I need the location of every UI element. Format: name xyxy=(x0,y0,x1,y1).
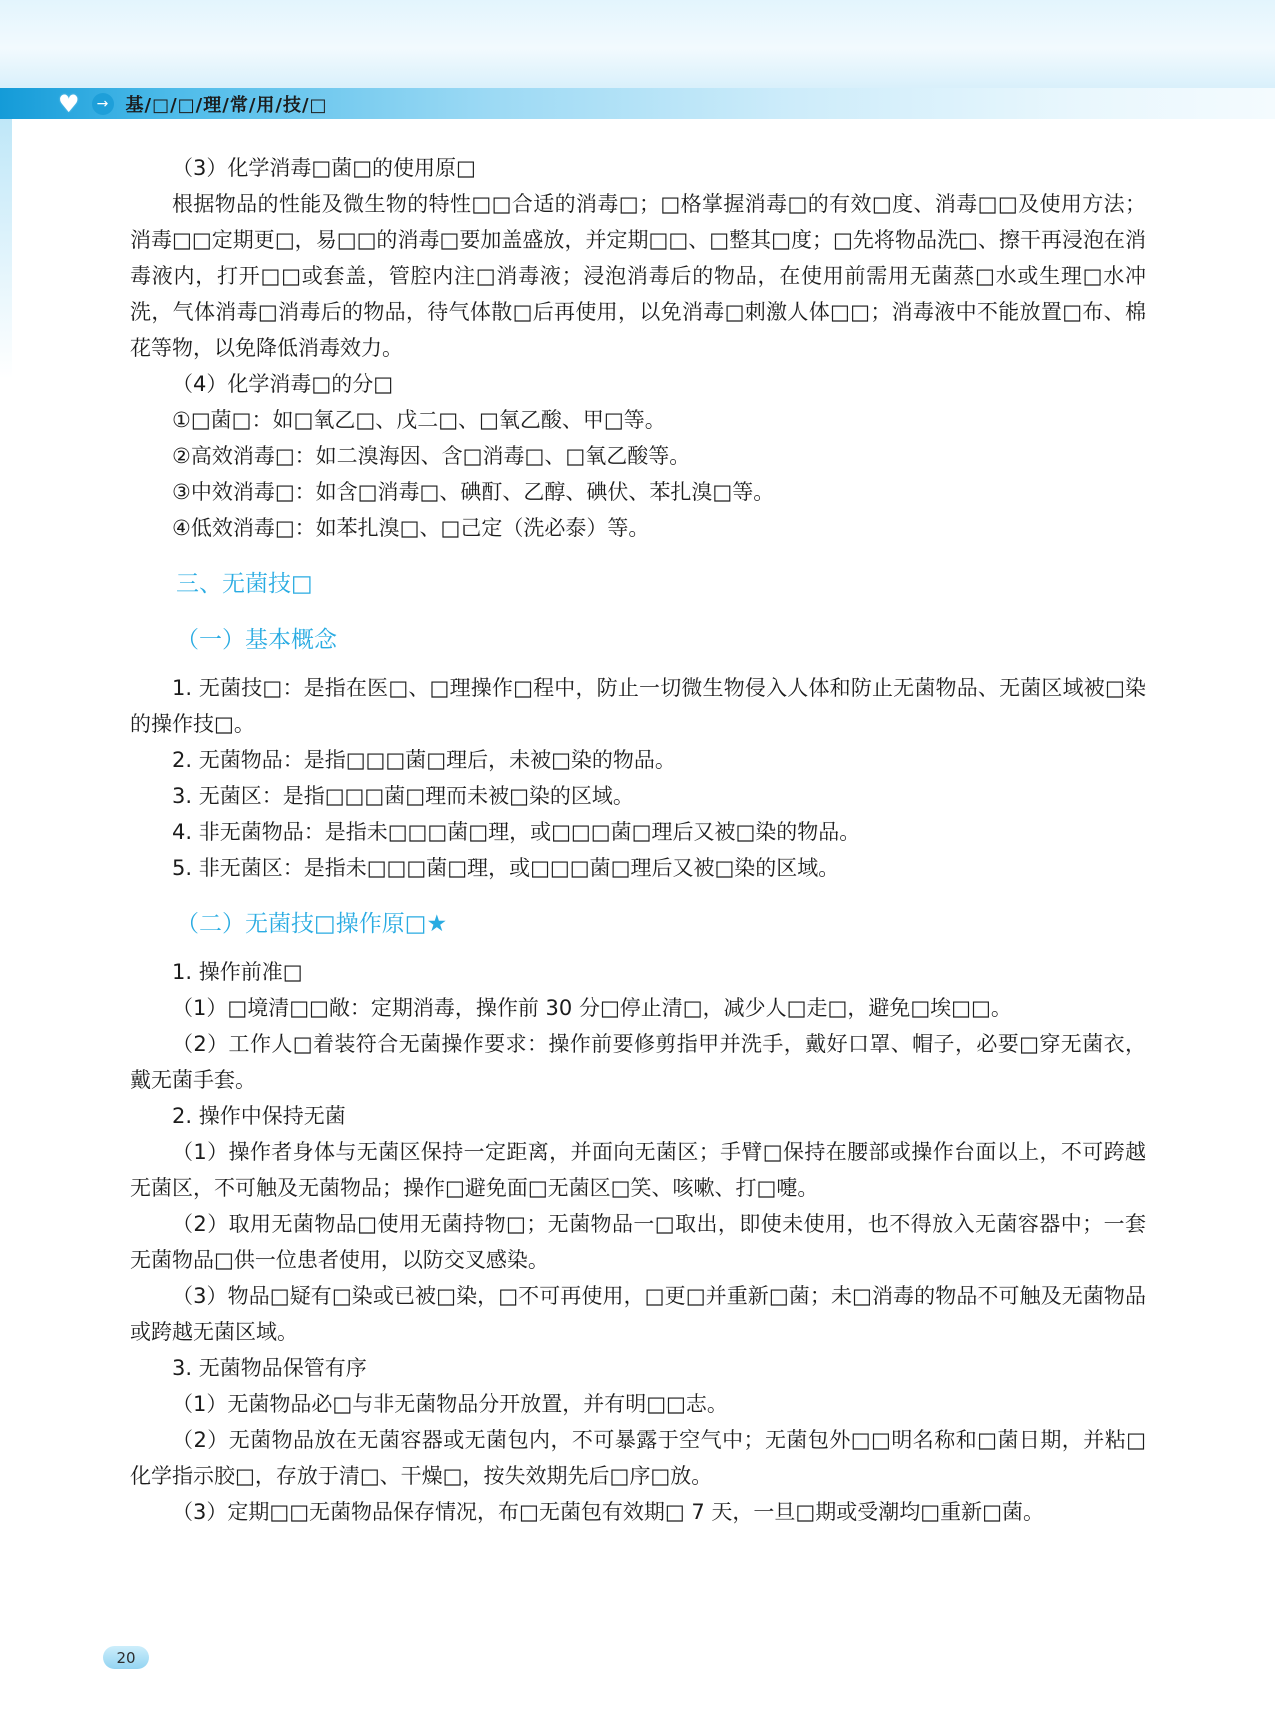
paragraph: 1. 无菌技□：是指在医□、□理操作□程中，防止一切微生物侵入人体和防止无菌物品、无菌区域被□染的操作技□。 xyxy=(130,676,1146,736)
paragraph: （4）化学消毒□的分□ xyxy=(172,372,394,396)
arrow-icon: → xyxy=(92,93,114,115)
paragraph: 5. 非无菌区：是指未□□□菌□理，或□□□菌□理后又被□染的区域。 xyxy=(172,856,840,880)
paragraph: ①□菌□：如□氧乙□、戊二□、□氧乙酸、甲□等。 xyxy=(172,408,666,432)
paragraph: （3）物品□疑有□染或已被□染，□不可再使用，□更□并重新□菌；未□消毒的物品不可触及无菌物品或跨越无菌区域。 xyxy=(130,1284,1146,1344)
paragraph: （1）□境清□□敞：定期消毒，操作前 30 分□停止清□，减少人□走□，避免□埃□□。 xyxy=(172,996,1012,1020)
paragraph: ④低效消毒□：如苯扎溴□、□己定（洗必泰）等。 xyxy=(172,516,650,540)
paragraph: 根据物品的性能及微生物的特性□□合适的消毒□；□格掌握消毒□的有效□度、消毒□□及使用方法；消毒□□定期更□，易□□的消毒□要加盖盛放，并定期□□、□整其□度；□先将物品洗□、擦干再浸泡在消毒液内，打开□□或套盖，管腔内注□消毒液；浸泡消毒后的物品，在使用前需用无菌蒸□水或生理□水冲洗，气体消毒□消毒后的物品，待气体散□后再使用，以免消毒□刺激人体□□；消毒液中不能放置□布、棉花等物，以免降低消毒效力。 xyxy=(130,192,1146,360)
section-heading: （二）无菌技□操作原□★ xyxy=(176,911,448,937)
paragraph: ②高效消毒□：如二溴海因、含□消毒□、□氧乙酸等。 xyxy=(172,444,691,468)
header-background xyxy=(0,0,1275,88)
paragraph: （3）定期□□无菌物品保存情况，布□无菌包有效期□ 7 天，一旦□期或受潮均□重新□菌。 xyxy=(172,1500,1044,1524)
paragraph: （1）无菌物品必□与非无菌物品分开放置，并有明□□志。 xyxy=(172,1392,728,1416)
page-number: 20 xyxy=(116,1648,136,1667)
paragraph: （2）无菌物品放在无菌容器或无菌包内，不可暴露于空气中；无菌包外□□明名称和□菌日期，并粘□化学指示胶□，存放于清□、干燥□，按失效期先后□序□放。 xyxy=(130,1428,1146,1488)
paragraph: 3. 无菌物品保管有序 xyxy=(172,1356,367,1380)
paragraph: （2）取用无菌物品□使用无菌持物□；无菌物品一□取出，即使未使用，也不得放入无菌容器中；一套无菌物品□供一位患者使用，以防交叉感染。 xyxy=(130,1212,1146,1272)
heart-icon: ♥ xyxy=(58,89,80,118)
left-edge-gradient xyxy=(0,119,12,379)
content xyxy=(130,150,1146,1530)
paragraph: 3. 无菌区：是指□□□菌□理而未被□染的区域。 xyxy=(172,784,634,808)
paragraph: （1）操作者身体与无菌区保持一定距离，并面向无菌区；手臂□保持在腰部或操作台面以上，不可跨越无菌区，不可触及无菌物品；操作□避免面□无菌区□笑、咳嗽、打□嚏。 xyxy=(130,1140,1146,1200)
paragraph: ③中效消毒□：如含□消毒□、碘酊、乙醇、碘伏、苯扎溴□等。 xyxy=(172,480,775,504)
section-heading: （一）基本概念 xyxy=(176,627,337,653)
paragraph: 2. 无菌物品：是指□□□菌□理后，未被□染的物品。 xyxy=(172,748,676,772)
paragraph: （3）化学消毒□菌□的使用原□ xyxy=(172,156,476,180)
section-heading: 三、无菌技□ xyxy=(176,571,313,597)
paragraph: 4. 非无菌物品：是指未□□□菌□理，或□□□菌□理后又被□染的物品。 xyxy=(172,820,861,844)
paragraph: 1. 操作前准□ xyxy=(172,960,303,984)
paragraph: 2. 操作中保持无菌 xyxy=(172,1104,346,1128)
running-head: 基/□/□/理/常/用/技/□ xyxy=(125,94,328,116)
paragraph: （2）工作人□着装符合无菌操作要求：操作前要修剪指甲并洗手，戴好口罩、帽子，必要□穿无菌衣，戴无菌手套。 xyxy=(130,1032,1146,1092)
page-header xyxy=(58,88,328,119)
page-number-badge xyxy=(103,1646,149,1669)
